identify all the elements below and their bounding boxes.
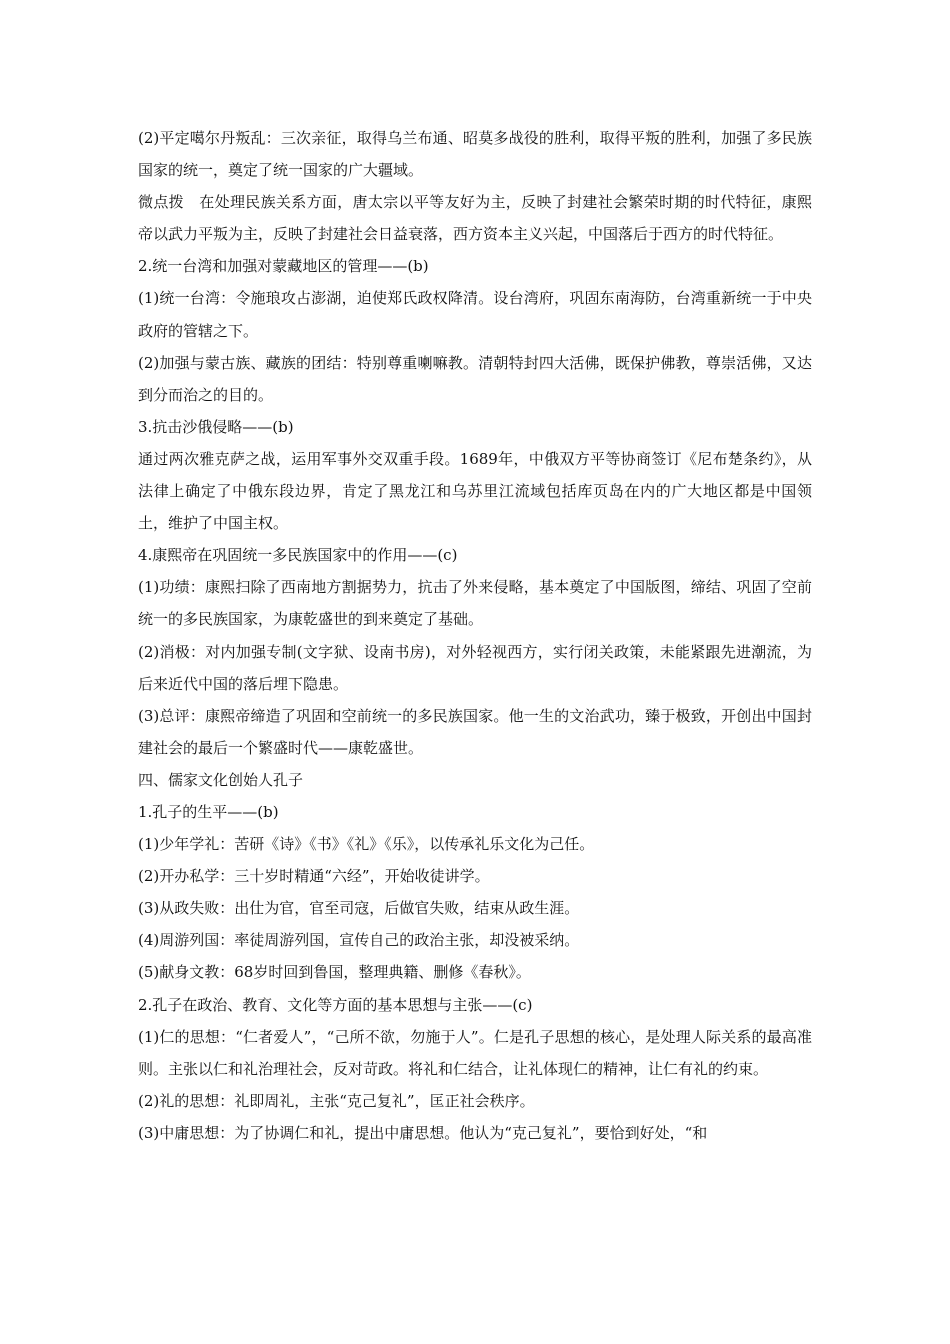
paragraph-zhongyong: (3)中庸思想：为了协调仁和礼，提出中庸思想。他认为“克己复礼”，要恰到好处，“和: [138, 1123, 708, 1142]
heading-taiwan-tibet: 2.统一台湾和加强对蒙藏地区的管理——(b): [138, 257, 429, 276]
section-heading-confucius: 四、儒家文化创始人孔子: [138, 770, 304, 789]
paragraph-mongol-tibet: (2)加强与蒙古族、藏族的团结：特别尊重喇嘛教。清朝特封四大活佛，既保护佛教，尊崇活佛，又达到分而治之的目的。: [138, 353, 812, 404]
paragraph-tip: 微点拨 在处理民族关系方面，唐太宗以平等友好为主，反映了封建社会繁荣时期的时代特征，康熙帝以武力平叛为主，反映了封建社会日益衰落，西方资本主义兴起，中国落后于西方的时代特征。: [138, 193, 812, 244]
paragraph-negatives: (2)消极：对内加强专制(文字狱、设南书房)，对外轻视西方，实行闭关政策，未能紧跟先进潮流，为后来近代中国的落后埋下隐患。: [138, 642, 812, 693]
heading-russia: 3.抗击沙俄侵略——(b): [138, 417, 294, 436]
paragraph-youth: (1)少年学礼：苦研《诗》《书》《礼》《乐》，以传承礼乐文化为己任。: [138, 835, 595, 854]
paragraph-nerchinsk: 通过两次雅克萨之战，运用军事外交双重手段。1689年，中俄双方平等协商签订《尼布楚条约》，从法律上确定了中俄东段边界，肯定了黑龙江和乌苏里江流域包括库页岛在内的广大地区都是中国领土，维护了中国主权。: [138, 449, 812, 533]
paragraph-education: (5)献身文教：68岁时回到鲁国，整理典籍、删修《春秋》。: [138, 963, 531, 982]
paragraph-private-school: (2)开办私学：三十岁时精通“六经”，开始收徒讲学。: [138, 867, 490, 886]
heading-confucius-life: 1.孔子的生平——(b): [138, 802, 279, 821]
document-body: [138, 122, 812, 1149]
paragraph-ren: (1)仁的思想：“仁者爱人”，“己所不欲，勿施于人”。仁是孔子思想的核心，是处理人际关系的最高准则。主张以仁和礼治理社会，反对苛政。将礼和仁结合，让礼体现仁的精神，让仁有礼的约束。: [138, 1027, 812, 1078]
paragraph-taiwan: (1)统一台湾：令施琅攻占澎湖，迫使郑氏政权降清。设台湾府，巩固东南海防，台湾重新统一于中央政府的管辖之下。: [138, 289, 812, 340]
heading-confucius-thought: 2.孔子在政治、教育、文化等方面的基本思想与主张——(c): [138, 995, 533, 1014]
paragraph-evaluation: (3)总评：康熙帝缔造了巩固和空前统一的多民族国家。他一生的文治武功，臻于极致，开创出中国封建社会的最后一个繁盛时代——康乾盛世。: [138, 706, 812, 757]
paragraph-travels: (4)周游列国：率徒周游列国，宣传自己的政治主张，却没被采纳。: [138, 931, 580, 950]
paragraph-galdan: (2)平定噶尔丹叛乱：三次亲征，取得乌兰布通、昭莫多战役的胜利，取得平叛的胜利，加强了多民族国家的统一，奠定了统一国家的广大疆域。: [138, 129, 812, 180]
paragraph-politics: (3)从政失败：出仕为官，官至司寇，后做官失败，结束从政生涯。: [138, 899, 580, 918]
paragraph-li: (2)礼的思想：礼即周礼，主张“克己复礼”，匡正社会秩序。: [138, 1091, 535, 1110]
heading-kangxi-role: 4.康熙帝在巩固统一多民族国家中的作用——(c): [138, 546, 458, 565]
paragraph-achievements: (1)功绩：康熙扫除了西南地方割据势力，抗击了外来侵略，基本奠定了中国版图，缔结、巩固了空前统一的多民族国家，为康乾盛世的到来奠定了基础。: [138, 578, 812, 629]
